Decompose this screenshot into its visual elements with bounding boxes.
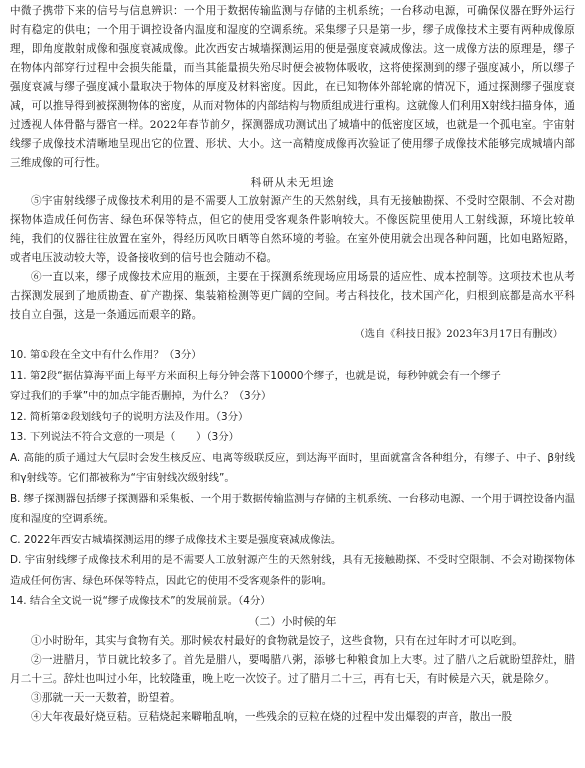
question-10: 10. 第①段在全文中有什么作用？（3分） bbox=[10, 349, 202, 361]
passage-2-title: （二）小时候的年 bbox=[248, 614, 337, 628]
question-13-option-c: C. 2022年西安古城墙探测运用的缪子成像技术主要是强度衰减成像法。 bbox=[10, 533, 342, 546]
question-13-option-d: D. 宇宙射线缪子成像技术利用的是不需要人工放射源产生的天然射线，具有无接触勘探、不受时空限制、不会对勘探物体造成任何伤害、绿色环保等特点，因此它的使用不受客观条件的影响。 bbox=[10, 554, 575, 587]
passage-paragraph-5: ⑤宇宙射线缪子成像技术利用的是不需要人工放射源产生的天然射线，具有无接触勘探、不受时空限制、不会对勘探物体造成任何伤害、绿色环保等特点，但它的使用受客观条件影响较大。不像医院里使用人工射线源，环境比较单纯，我们的仪器往往放置在室外，得经历风吹日晒等自然环境的考验。在室外使用就会出现各种问题，比如电路短路，或者电压波动较大等，设备接收到的信号也会随动不稳。 bbox=[10, 195, 575, 264]
source-citation: （选自《科技日报》2023年3月17日有删改） bbox=[354, 329, 563, 340]
question-11-line-1: 11. 第2段“据估算海平面上每平方米面积上每分钟会落下10000个缪子，也就是说，每秒钟就会有一个缪子 bbox=[10, 369, 501, 382]
passage-paragraph-intro: 中微子携带下来的信号与信息辨识：一个用于数据传输监测与存储的主机系统；一台移动电源，可确保仪器在野外运行时有稳定的供电；一个用于调控设备内温度和湿度的空调系统。采集缪子只是第一步，缪子成像技术主要有两种成像原理，即角度散射成像和强度衰减成像。此次西安古城墙探测运用的便是强度衰减成像法。这一成像方法的原理是，缪子在物体内部穿行过程中会损失能量，而当其能量损失殆尽时便会被物体吸收，这将使探测到的缪子强度减小，所以缪子强度衰减与缪子强度减小量取决于物体的厚度及材料密度。因此，在已知物体外部轮廓的情况下，通过探测缪子强度衰减，可以推导得到被探测物体的密度，从而对物体的内部结构与物质组成进行重构。这就像人们利用X射线扫描身体，通过透视人体骨骼与器官一样。2022年春节前夕，探测器成功测试出了城墙中的低密度区域，也就是一个孤电室。宇宙射线缪子成像技术清晰地呈现出它的位置、形状、大小。这一高精度成像再次验证了使用缪子成像技术能够完成城墙内部三维成像的可行性。 bbox=[10, 5, 575, 169]
passage-2-paragraph-2: ②一进腊月，节日就比较多了。首先是腊八，要喝腊八粥，添够七种粮食加上大枣。过了腊八之后就盼望辞灶，腊月二十三。辞灶也叫过小年，比较隆重，晚上吃一次饺子。过了腊月二十三，再有七天，有时候是六天，就是除夕。 bbox=[10, 653, 575, 685]
passage-paragraph-6: ⑥一直以来，缪子成像技术应用的瓶颈，主要在于探测系统现场应用场景的适应性、成本控制等。这项技术也从考古探测发展到了地质勘查、矿产勘探、集装箱检测等更广阔的空间。考古科技化，技术国产化，归根到底都是高水平科技自立自强，这是一条通远而艰辛的路。 bbox=[10, 271, 575, 321]
passage-2-paragraph-3: ③那就一天一天数着，盼望着。 bbox=[31, 691, 181, 704]
question-13-option-b: B. 缪子探测器包括缪子探测器和采集板、一个用于数据传输监测与存储的主机系统、一台移动电源、一个用于调控设备内温度和湿度的空调系统。 bbox=[10, 492, 575, 525]
passage-2-paragraph-4: ④大年夜最好烧豆秸。豆秸烧起来噼啪乱响，一些残余的豆粒在烧的过程中发出爆裂的声音，散出一股 bbox=[31, 710, 513, 723]
question-13: 13. 下列说法不符合文意的一项是（ ）（3分） bbox=[10, 431, 240, 443]
question-13-option-a: A. 高能的质子通过大气层时会发生核反应、电离等级联反应，到达海平面时，里面就富含各种组分，有缪子、中子、β射线和γ射线等。它们都被称为“宇宙射线次级射线”。 bbox=[10, 451, 575, 484]
question-14: 14. 结合全文说一说“缪子成像技术”的发展前景。（4分） bbox=[10, 595, 271, 607]
passage-2-paragraph-1: ①小时盼年，其实与食物有关。那时候农村最好的食物就是饺子，这些食物，只有在过年时才可以吃到。 bbox=[31, 634, 523, 647]
question-11-line-2: 穿过我们的手掌”中的加点字能否删掉，为什么？（3分） bbox=[10, 390, 272, 402]
question-12: 12. 简析第②段划线句子的说明方法及作用。（3分） bbox=[10, 410, 249, 423]
section-subtitle: 科研从未无坦途 bbox=[250, 176, 335, 189]
